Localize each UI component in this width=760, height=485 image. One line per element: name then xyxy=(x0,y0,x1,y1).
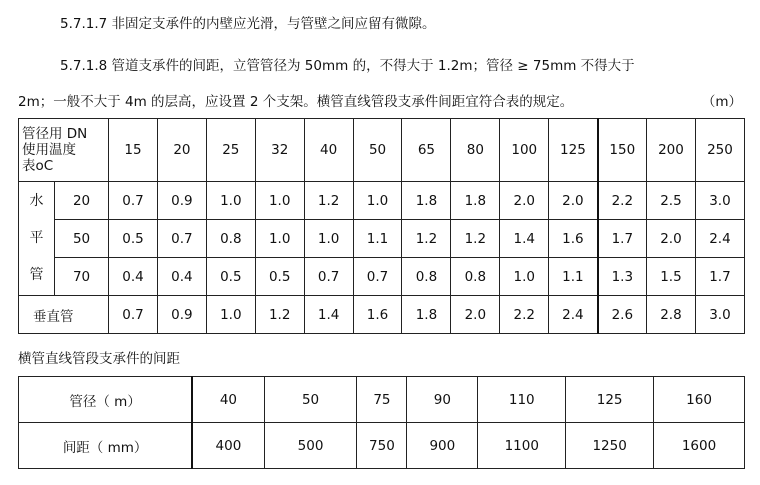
diameter-cell: 40 xyxy=(304,119,353,182)
value-cell: 0.7 xyxy=(109,296,158,334)
diameter-cell: 65 xyxy=(402,119,451,182)
diameter-cell: 32 xyxy=(255,119,304,182)
value-cell: 0.8 xyxy=(206,220,255,258)
value-cell: 1.3 xyxy=(598,258,647,296)
value-cell: 1.1 xyxy=(353,220,402,258)
value-cell: 1.7 xyxy=(598,220,647,258)
value-cell: 1.8 xyxy=(402,296,451,334)
header-label-line: 使用温度 xyxy=(22,142,76,158)
value-cell: 0.5 xyxy=(255,258,304,296)
value-cell: 1.7 xyxy=(695,258,744,296)
value-cell: 1.8 xyxy=(451,182,500,220)
value-cell: 0.7 xyxy=(157,220,206,258)
table-row xyxy=(19,182,745,220)
diameter-cell: 150 xyxy=(598,119,647,182)
value-cell: 750 xyxy=(357,423,407,469)
temperature-cell: 70 xyxy=(55,258,109,296)
table-row xyxy=(19,377,745,423)
value-cell: 0.8 xyxy=(402,258,451,296)
value-cell: 1250 xyxy=(566,423,654,469)
value-cell: 1.2 xyxy=(255,296,304,334)
diameter-cell: 80 xyxy=(451,119,500,182)
horizontal-label-char: 管 xyxy=(29,267,44,283)
value-cell: 1.0 xyxy=(255,220,304,258)
value-cell: 900 xyxy=(407,423,478,469)
value-cell: 1.2 xyxy=(451,220,500,258)
value-cell: 500 xyxy=(264,423,357,469)
header-label-line: 表oC xyxy=(22,158,54,174)
value-cell: 0.5 xyxy=(206,258,255,296)
value-cell: 0.9 xyxy=(157,296,206,334)
value-cell: 2.2 xyxy=(598,182,647,220)
value-cell: 1100 xyxy=(478,423,566,469)
value-cell: 1.2 xyxy=(304,182,353,220)
value-cell: 1.6 xyxy=(549,220,598,258)
diameter-cell: 25 xyxy=(206,119,255,182)
value-cell: 1.4 xyxy=(500,220,549,258)
value-cell: 1.2 xyxy=(402,220,451,258)
table-row-vertical xyxy=(19,296,745,334)
value-cell: 2.2 xyxy=(500,296,549,334)
value-cell: 2.0 xyxy=(500,182,549,220)
value-cell: 3.0 xyxy=(695,182,744,220)
diameter-cell: 100 xyxy=(500,119,549,182)
clause-5-7-1-7: 5.7.1.7 非固定支承件的内壁应光滑，与管壁之间应留有微隙。 xyxy=(60,16,436,32)
value-cell: 0.4 xyxy=(109,258,158,296)
diameter-cell: 15 xyxy=(109,119,158,182)
table-row xyxy=(19,258,745,296)
value-cell: 2.0 xyxy=(549,182,598,220)
value-cell: 2.4 xyxy=(695,220,744,258)
diameter-cell: 20 xyxy=(157,119,206,182)
pipe-support-spacing-table xyxy=(18,118,745,334)
horizontal-pipe-label xyxy=(19,182,55,296)
table-row xyxy=(19,220,745,258)
value-cell: 400 xyxy=(192,423,264,469)
value-cell: 0.7 xyxy=(353,258,402,296)
value-cell: 2.8 xyxy=(647,296,696,334)
value-cell: 110 xyxy=(478,377,566,423)
clause-5-7-1-8-line2 xyxy=(18,93,742,111)
value-cell: 1.4 xyxy=(304,296,353,334)
unit-label: （m） xyxy=(701,94,742,110)
header-label-line: 管径用 DN xyxy=(22,126,88,142)
value-cell: 0.8 xyxy=(451,258,500,296)
value-cell: 1.8 xyxy=(402,182,451,220)
temperature-cell: 50 xyxy=(55,220,109,258)
value-cell: 0.5 xyxy=(109,220,158,258)
clause-5-7-1-8-line2-text: 2m；一般不大于 4m 的层高，应设置 2 个支架。横管直线管段支承件间距宜符合表的规定。 xyxy=(18,94,574,110)
table-header-row xyxy=(19,119,745,182)
value-cell: 1600 xyxy=(654,423,745,469)
value-cell: 1.6 xyxy=(353,296,402,334)
diameter-cell: 125 xyxy=(549,119,598,182)
table-row xyxy=(19,423,745,469)
value-cell: 0.7 xyxy=(304,258,353,296)
vertical-pipe-label: 垂直管 xyxy=(19,296,109,334)
diameter-cell: 200 xyxy=(647,119,696,182)
table2-caption: 横管直线管段支承件的间距 xyxy=(18,351,180,367)
value-cell: 1.0 xyxy=(500,258,549,296)
horizontal-label-char: 平 xyxy=(29,230,44,246)
value-cell: 90 xyxy=(407,377,478,423)
value-cell: 2.0 xyxy=(647,220,696,258)
value-cell: 75 xyxy=(357,377,407,423)
value-cell: 1.0 xyxy=(255,182,304,220)
clause-5-7-1-8-line1: 5.7.1.8 管道支承件的间距，立管管径为 50mm 的，不得大于 1.2m；管径 ≥ 75mm 不得大于 xyxy=(60,58,635,74)
value-cell: 1.1 xyxy=(549,258,598,296)
diameter-cell: 50 xyxy=(353,119,402,182)
value-cell: 50 xyxy=(264,377,357,423)
value-cell: 160 xyxy=(654,377,745,423)
value-cell: 2.5 xyxy=(647,182,696,220)
horizontal-pipe-spacing-table xyxy=(18,376,745,469)
horizontal-label-char: 水 xyxy=(29,193,44,209)
header-corner-label xyxy=(19,119,109,182)
value-cell: 1.0 xyxy=(353,182,402,220)
value-cell: 1.0 xyxy=(304,220,353,258)
value-cell: 2.4 xyxy=(549,296,598,334)
row-label: 管径（ m） xyxy=(19,377,193,423)
value-cell: 3.0 xyxy=(695,296,744,334)
temperature-cell: 20 xyxy=(55,182,109,220)
value-cell: 125 xyxy=(566,377,654,423)
value-cell: 1.5 xyxy=(647,258,696,296)
value-cell: 2.0 xyxy=(451,296,500,334)
value-cell: 0.7 xyxy=(109,182,158,220)
value-cell: 1.0 xyxy=(206,182,255,220)
value-cell: 40 xyxy=(192,377,264,423)
row-label: 间距（ mm） xyxy=(19,423,193,469)
value-cell: 1.0 xyxy=(206,296,255,334)
diameter-cell: 250 xyxy=(695,119,744,182)
value-cell: 0.4 xyxy=(157,258,206,296)
value-cell: 0.9 xyxy=(157,182,206,220)
value-cell: 2.6 xyxy=(598,296,647,334)
